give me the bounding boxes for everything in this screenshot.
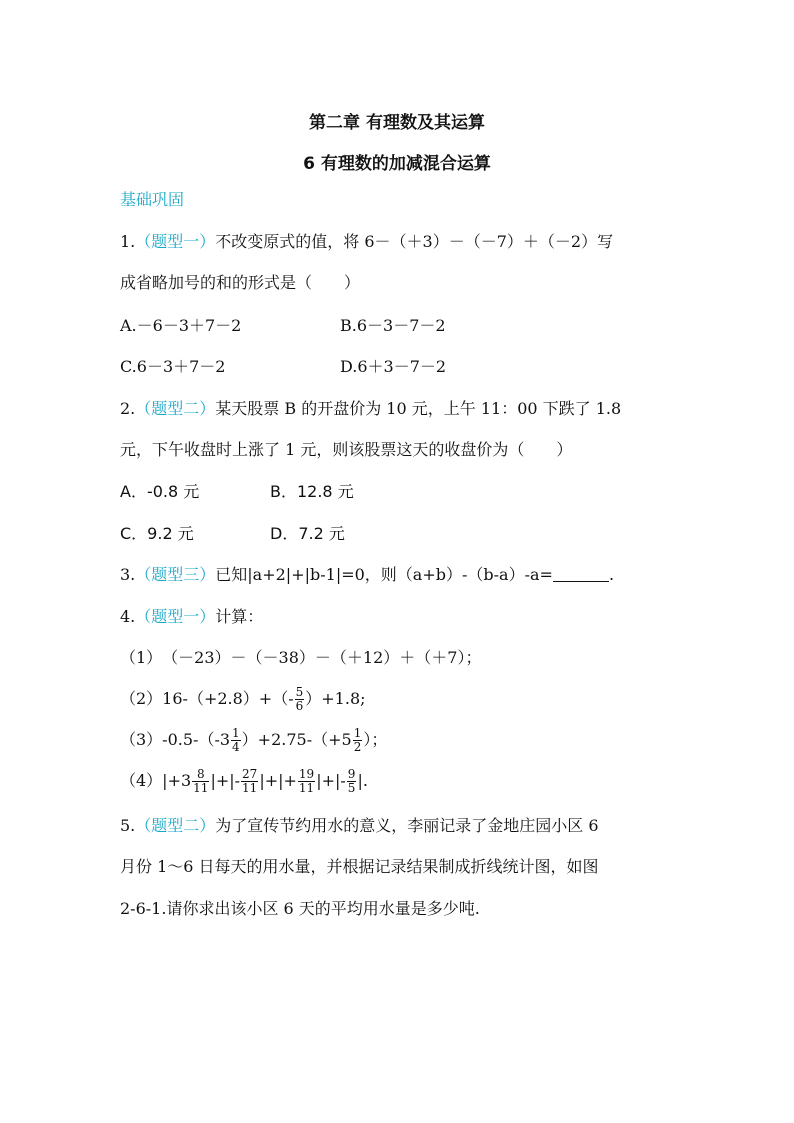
expr-text: |+|- [316, 771, 346, 790]
numerator: 1 [232, 726, 240, 740]
denominator: 11 [242, 781, 258, 795]
option-b: B．12.8 元 [270, 482, 354, 501]
question-2-line-1 [120, 398, 680, 420]
question-4-part-1: （1） （－23）－（－38）－（＋12）＋（＋7）； [120, 648, 482, 667]
question-number: 3. [120, 565, 136, 584]
expr-text: ）+1.8; [305, 689, 366, 708]
fraction [353, 727, 363, 754]
question-number: 1. [120, 232, 136, 251]
numerator: 19 [298, 767, 315, 781]
question-5-line-1 [120, 815, 680, 837]
option-d: D．7.2 元 [270, 524, 345, 543]
option-d: D.6＋3－7－2 [340, 357, 447, 376]
question-4 [120, 606, 680, 628]
option-c: C.6－3＋7－2 [120, 357, 226, 376]
numerator: 8 [192, 768, 209, 782]
question-type-tag: （题型二） [135, 816, 216, 835]
question-5-line-3: 2-6-1.请你求出该小区 6 天的平均用水量是多少吨. [120, 899, 480, 918]
option-b: B.6－3－7－2 [340, 316, 446, 335]
question-2-options-row-2 [120, 523, 680, 545]
question-1-options-row-2 [120, 356, 680, 378]
chapter-title: 第二章 有理数及其运算 [309, 113, 485, 133]
denominator: 4 [232, 740, 240, 754]
fraction [347, 768, 357, 795]
expr-text: |+|+ [259, 771, 297, 790]
denominator: 11 [193, 781, 209, 795]
question-number: 5. [120, 816, 136, 835]
denominator: 5 [347, 781, 356, 795]
expr-text: （3）-0.5-（-3 [120, 730, 231, 749]
expr-text: （4）|+3 [120, 771, 192, 790]
question-text: 已知|a+2|+|b-1|=0，则（a+b）-（b-a）-a= [215, 565, 553, 584]
question-2-options-row-1 [120, 481, 680, 503]
fraction [241, 768, 258, 795]
fraction [298, 768, 315, 795]
denominator: 2 [353, 740, 362, 754]
question-type-tag: （题型三） [135, 565, 216, 584]
section-title: 6 有理数的加减混合运算 [303, 154, 491, 174]
numerator: 27 [242, 767, 258, 781]
question-number: 2. [120, 399, 136, 418]
question-end: . [608, 565, 615, 584]
question-text: 计算： [215, 607, 264, 626]
numerator: 5 [295, 685, 304, 699]
expr-text: ）+2.75-（+5 [241, 730, 352, 749]
fraction [231, 727, 241, 754]
expr-text: ）； [363, 730, 388, 749]
fraction [192, 768, 209, 795]
expr-text: |+|- [210, 771, 241, 790]
question-text: 不改变原式的值，将 6－（＋3）－（－7）＋（－2）写 [215, 232, 614, 251]
question-type-tag: （题型一） [135, 232, 216, 251]
question-5-line-2: 月份 1～6 日每天的用水量，并根据记录结果制成折线统计图，如图 [120, 857, 599, 876]
numerator: 1 [353, 726, 362, 740]
question-2-line-2: 元，下午收盘时上涨了 1 元，则该股票这天的收盘价为（ ） [120, 440, 573, 459]
expr-text: （2）16-（+2.8）+（- [120, 689, 294, 708]
answer-blank [553, 567, 609, 582]
question-type-tag: （题型二） [135, 399, 216, 418]
question-text: 某天股票 B 的开盘价为 10 元，上午 11：00 下跌了 1.8 [215, 399, 622, 418]
question-1-line-2: 成省略加号的和的形式是（ ） [120, 273, 361, 292]
question-4-part-2 [120, 686, 680, 713]
question-number: 4. [120, 607, 136, 626]
question-text: 为了宣传节约用水的意义，李丽记录了金地庄园小区 6 [215, 816, 599, 835]
option-c: C．9.2 元 [120, 524, 194, 543]
denominator: 11 [298, 781, 315, 795]
option-a: A．-0.8 元 [120, 482, 200, 501]
question-1-line-1 [120, 231, 680, 253]
option-a: A.－6－3＋7－2 [120, 316, 242, 335]
question-4-part-4 [120, 768, 680, 795]
question-4-part-3 [120, 727, 680, 754]
question-1-options-row-1 [120, 315, 680, 337]
question-3 [120, 564, 680, 586]
numerator: 9 [347, 767, 356, 781]
question-type-tag: （题型一） [135, 607, 216, 626]
section-heading: 基础巩固 [120, 190, 185, 209]
expr-text: |. [357, 771, 368, 790]
denominator: 6 [295, 699, 304, 713]
fraction [295, 686, 305, 713]
